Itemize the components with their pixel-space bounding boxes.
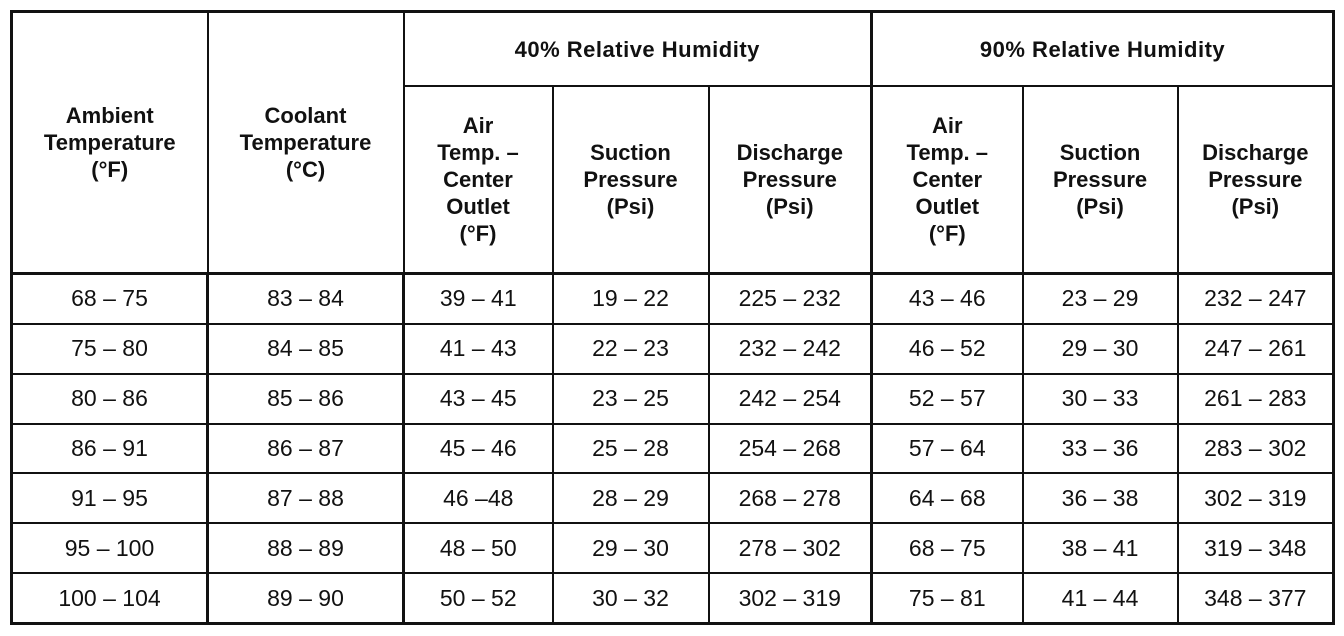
ambient-temperature-header [12, 12, 208, 274]
table-row [12, 274, 1334, 324]
coolant-cell: 88 – 89 [208, 523, 404, 573]
header-line: (Psi) [606, 194, 655, 219]
air-temp-40-cell: 50 – 52 [404, 573, 553, 623]
discharge-pressure-40-header [709, 86, 872, 274]
table-body [12, 274, 1334, 624]
header-line: (Psi) [1231, 194, 1280, 219]
table-row [12, 424, 1334, 474]
air-temp-90-cell: 75 – 81 [872, 573, 1023, 623]
header-line: Discharge [1202, 140, 1309, 165]
humidity-40-group-header: 40% Relative Humidity [404, 12, 872, 87]
header-line: Temp. – [906, 140, 989, 165]
header-line: Temp. – [437, 140, 519, 165]
suction-90-cell: 38 – 41 [1023, 523, 1178, 573]
discharge-90-cell: 302 – 319 [1178, 473, 1334, 523]
table-row [12, 374, 1334, 424]
header-line: Suction [1059, 140, 1141, 165]
header-line: Suction [590, 140, 671, 165]
coolant-cell: 83 – 84 [208, 274, 404, 324]
suction-40-cell: 28 – 29 [553, 473, 709, 523]
ambient-cell: 91 – 95 [12, 473, 208, 523]
suction-40-cell: 30 – 32 [553, 573, 709, 623]
suction-90-cell: 30 – 33 [1023, 374, 1178, 424]
discharge-40-cell: 242 – 254 [709, 374, 872, 424]
header-line: (°F) [91, 157, 129, 182]
header-line: Temperature [239, 130, 372, 155]
ambient-cell: 86 – 91 [12, 424, 208, 474]
coolant-cell: 85 – 86 [208, 374, 404, 424]
suction-90-cell: 33 – 36 [1023, 424, 1178, 474]
ambient-cell: 68 – 75 [12, 274, 208, 324]
table-row [12, 473, 1334, 523]
air-temp-90-cell: 46 – 52 [872, 324, 1023, 374]
suction-90-cell: 36 – 38 [1023, 473, 1178, 523]
table-row [12, 523, 1334, 573]
header-line: Outlet [446, 194, 510, 219]
header-line: (°C) [285, 157, 326, 182]
air-temp-40-cell: 48 – 50 [404, 523, 553, 573]
header-line: Discharge [736, 140, 843, 165]
coolant-cell: 86 – 87 [208, 424, 404, 474]
discharge-40-cell: 232 – 242 [709, 324, 872, 374]
suction-40-cell: 22 – 23 [553, 324, 709, 374]
discharge-90-cell: 283 – 302 [1178, 424, 1334, 474]
header-line: Pressure [1052, 167, 1148, 192]
ambient-cell: 75 – 80 [12, 324, 208, 374]
header-line: Pressure [583, 167, 678, 192]
suction-pressure-90-header [1023, 86, 1178, 274]
suction-90-cell: 41 – 44 [1023, 573, 1178, 623]
coolant-cell: 84 – 85 [208, 324, 404, 374]
coolant-temperature-header [208, 12, 404, 274]
header-line: Center [443, 167, 513, 192]
discharge-40-cell: 254 – 268 [709, 424, 872, 474]
suction-90-cell: 29 – 30 [1023, 324, 1178, 374]
header-line: Center [912, 167, 983, 192]
header-row-groups [12, 12, 1334, 87]
header-line: (°F) [459, 221, 497, 246]
header-line: Coolant [264, 103, 347, 128]
air-temp-90-header [872, 86, 1023, 274]
ambient-cell: 80 – 86 [12, 374, 208, 424]
header-line: Pressure [1208, 167, 1303, 192]
coolant-cell: 89 – 90 [208, 573, 404, 623]
header-line: (°F) [928, 221, 966, 246]
ambient-cell: 100 – 104 [12, 573, 208, 623]
suction-90-cell: 23 – 29 [1023, 274, 1178, 324]
suction-pressure-40-header [553, 86, 709, 274]
air-temp-90-cell: 57 – 64 [872, 424, 1023, 474]
header-line: Outlet [915, 194, 980, 219]
coolant-cell: 87 – 88 [208, 473, 404, 523]
air-temp-40-cell: 43 – 45 [404, 374, 553, 424]
header-line: Temperature [43, 130, 176, 155]
header-line: (Psi) [1076, 194, 1124, 219]
header-line: Air [462, 113, 494, 138]
discharge-pressure-90-header [1178, 86, 1334, 274]
air-temp-90-cell: 68 – 75 [872, 523, 1023, 573]
discharge-90-cell: 319 – 348 [1178, 523, 1334, 573]
air-temp-90-cell: 64 – 68 [872, 473, 1023, 523]
discharge-90-cell: 232 – 247 [1178, 274, 1334, 324]
air-temp-40-cell: 39 – 41 [404, 274, 553, 324]
discharge-40-cell: 268 – 278 [709, 473, 872, 523]
suction-40-cell: 23 – 25 [553, 374, 709, 424]
discharge-40-cell: 278 – 302 [709, 523, 872, 573]
header-line: (Psi) [765, 194, 814, 219]
discharge-90-cell: 247 – 261 [1178, 324, 1334, 374]
suction-40-cell: 29 – 30 [553, 523, 709, 573]
air-temp-40-cell: 45 – 46 [404, 424, 553, 474]
air-temp-40-header [404, 86, 553, 274]
header-line: Ambient [65, 103, 154, 128]
discharge-90-cell: 348 – 377 [1178, 573, 1334, 623]
discharge-40-cell: 225 – 232 [709, 274, 872, 324]
table-row [12, 573, 1334, 623]
table-header [12, 12, 1334, 274]
table-row [12, 324, 1334, 374]
humidity-90-group-header: 90% Relative Humidity [872, 12, 1334, 87]
ac-performance-table [10, 10, 1335, 625]
suction-40-cell: 25 – 28 [553, 424, 709, 474]
air-temp-40-cell: 46 –48 [404, 473, 553, 523]
air-temp-90-cell: 52 – 57 [872, 374, 1023, 424]
header-line: Pressure [742, 167, 837, 192]
air-temp-40-cell: 41 – 43 [404, 324, 553, 374]
discharge-40-cell: 302 – 319 [709, 573, 872, 623]
ambient-cell: 95 – 100 [12, 523, 208, 573]
discharge-90-cell: 261 – 283 [1178, 374, 1334, 424]
suction-40-cell: 19 – 22 [553, 274, 709, 324]
header-line: Air [932, 113, 963, 138]
air-temp-90-cell: 43 – 46 [872, 274, 1023, 324]
